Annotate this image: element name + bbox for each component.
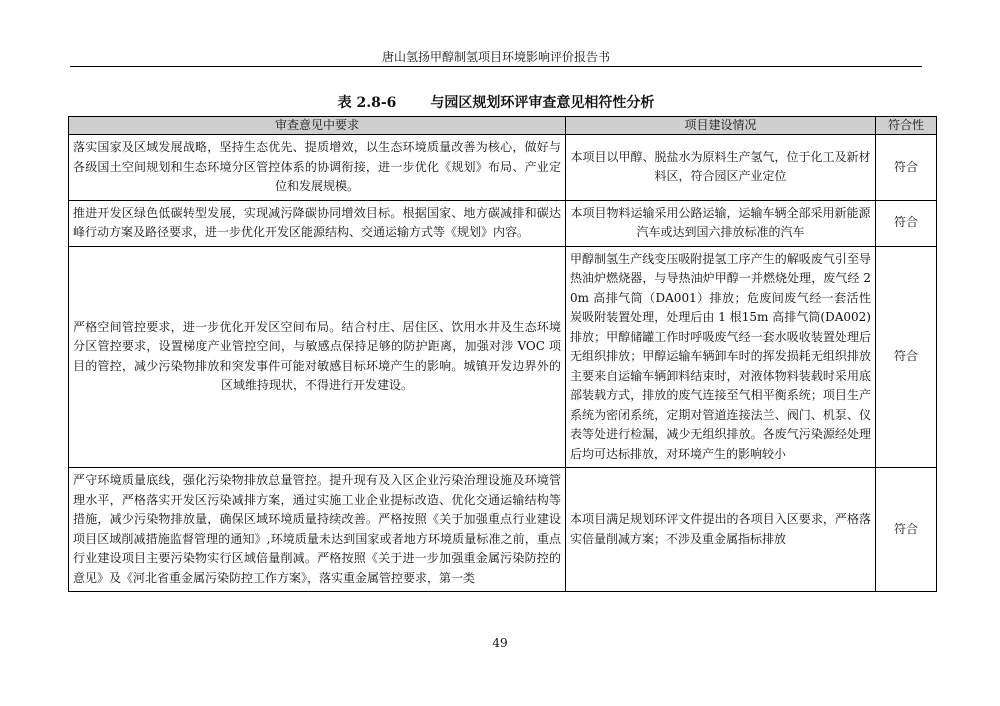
situation-cell: 本项目满足规划环评文件提出的各项目入区要求，严格落实倍量削减方案；不涉及重金属指标排放 xyxy=(566,468,876,592)
table-caption xyxy=(70,93,922,113)
requirement-cell: 严守环境质量底线，强化污染物排放总量管控。提升现有及入区企业污染治理设施及环境管理水平，严格落实开发区污染减排方案，通过实施工业企业提标改造、优化交通运输结构等措施，减少污染物排放量，确保区域环境质量持续改善。严格按照《关于加强重点行业建设项目区域削减措施监督管理的通知》,环境质量未达到国家或者地方环境质量标准之前，重点行业建设项目主要污染物实行区域倍量削减。严格按照《关于进一步加强重金属污染防控的意见》及《河北省重金属污染防控工作方案》，落实重金属管控要求，第一类 xyxy=(69,468,566,592)
situation-cell: 甲醇制氢生产线变压吸附提氢工序产生的解吸废气引至导热油炉燃烧器，与导热油炉甲醇一并燃烧处理，废气经 20m 高排气筒（DA001）排放；危废间废气经一套活性炭吸附装置处理，处理后由 1 根15m 高排气筒(DA002)排放；甲醇储罐工作时呼吸废气经一套水吸收装置处理后无组织排放；甲醇运输车辆卸车时的挥发损耗无组织排放主要来自运输车辆卸料结束时，对液体物料装载时采用底部装载方式，排放的废气连接至气相平衡系统；项目生产系统为密闭系统，定期对管道连接法兰、阀门、机泵、仪表等处进行检漏，减少无组织排放。各废气污染源经处理后均可达标排放，对环境产生的影响较小 xyxy=(566,246,876,468)
running-header: 唐山氢扬甲醇制氢项目环境影响评价报告书 xyxy=(381,50,610,64)
page-number: 49 xyxy=(492,636,508,650)
compliance-cell: 符合 xyxy=(876,468,937,592)
compliance-cell: 符合 xyxy=(876,200,937,246)
situation-cell: 本项目以甲醇、脱盐水为原料生产氢气，位于化工及新材料区，符合园区产业定位 xyxy=(566,135,876,201)
column-header-compliance: 符合性 xyxy=(876,117,937,135)
situation-cell: 本项目物料运输采用公路运输，运输车辆全部采用新能源汽车或达到国六排放标准的汽车 xyxy=(566,200,876,246)
table-row xyxy=(69,246,937,468)
requirement-cell: 推进开发区绿色低碳转型发展，实现减污降碳协同增效目标。根据国家、地方碳减排和碳达峰行动方案及路径要求，进一步优化开发区能源结构、交通运输方式等《规划》内容。 xyxy=(69,200,566,246)
table-title: 与园区规划环评审查意见相符性分析 xyxy=(430,95,655,111)
table-row xyxy=(69,200,937,246)
table-header-row xyxy=(69,117,937,135)
compliance-cell: 符合 xyxy=(876,135,937,201)
table-number: 表 2.8-6 xyxy=(337,95,397,111)
table-row xyxy=(69,468,937,592)
column-header-requirement: 审查意见中要求 xyxy=(69,117,566,135)
header-rule xyxy=(70,66,922,67)
requirement-cell: 落实国家及区域发展战略，坚持生态优先、提质增效，以生态环境质量改善为核心，做好与各级国土空间规划和生态环境分区管控体系的协调衔接，进一步优化《规划》布局、产业定位和发展规模。 xyxy=(69,135,566,201)
compliance-cell: 符合 xyxy=(876,246,937,468)
requirement-cell: 严格空间管控要求，进一步优化开发区空间布局。结合村庄、居住区、饮用水井及生态环境分区管控要求，设置梯度产业管控空间，与敏感点保持足够的防护距离，加强对涉 VOC 项目的管控，减少污染物排放和突发事件可能对敏感目标环境产生的影响。城镇开发边界外的区域维持现状，不得进行开发建设。 xyxy=(69,246,566,468)
table-row xyxy=(69,135,937,201)
column-header-situation: 项目建设情况 xyxy=(566,117,876,135)
compliance-table xyxy=(68,116,937,592)
